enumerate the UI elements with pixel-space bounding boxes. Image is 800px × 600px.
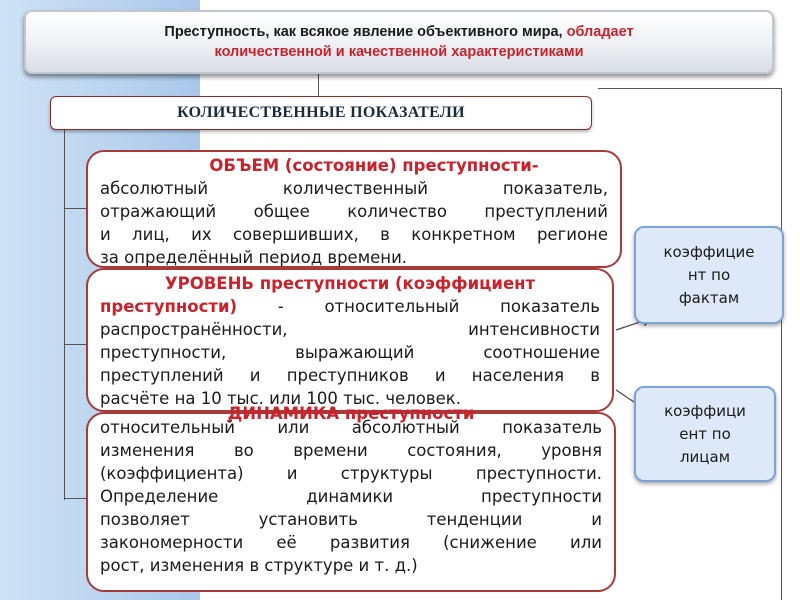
level-line: расчёте на 10 тыс. или 100 тыс. человек. <box>100 389 461 408</box>
side-line: ент по <box>679 424 731 443</box>
section-header: КОЛИЧЕСТВЕННЫЕ ПОКАЗАТЕЛИ <box>50 96 592 130</box>
volume-line: абсолютный количественный показатель, <box>100 179 608 198</box>
level-line: преступлений и преступников и населения в <box>100 366 600 385</box>
title-line-2: количественной и качественной характеристиками <box>214 44 584 60</box>
dynamics-line: Определение динамики преступности <box>100 487 602 506</box>
side-line: фактам <box>678 288 740 307</box>
side-line: нт по <box>687 265 731 284</box>
dynamics-line: изменения во времени состояния, уровня <box>100 441 602 460</box>
dynamics-line: (коэффициента) и структуры преступности. <box>100 464 602 483</box>
level-line: распространённости, интенсивности <box>100 320 600 339</box>
volume-line: отражающий общее количество преступлений <box>100 202 608 221</box>
level-term: УРОВЕНЬ преступности (коэффициент <box>164 274 536 293</box>
side-line: лицам <box>679 447 731 466</box>
title-part-2: обладает <box>566 24 634 40</box>
volume-line: и лиц, их совершивших, в конкретном регионе <box>100 225 608 244</box>
title-part-1: Преступность, как всякое явление объективного мира, <box>164 24 563 40</box>
volume-line: за определённый период времени. <box>100 248 408 267</box>
side-line: коэффици <box>664 401 746 420</box>
dynamics-term: ДИНАМИКА преступности <box>227 404 475 423</box>
dynamics-line: позволяет установить тенденции и <box>100 510 602 529</box>
side-line: коэффицие <box>663 242 755 261</box>
level-term-cont: преступности) <box>100 297 238 316</box>
dynamics-line: относительный или абсолютный показатель <box>100 418 602 437</box>
volume-term: ОБЪЕМ (состояние) преступности- <box>209 156 539 175</box>
dynamics-line: закономерности её развития (снижение или <box>100 533 602 552</box>
level-line: преступности, выражающий соотношение <box>100 343 600 362</box>
coefficient-by-persons-box <box>634 386 776 482</box>
coefficient-by-facts-box <box>634 226 784 324</box>
level-line-rest: - относительный показатель <box>237 297 600 316</box>
dynamics-line: рост, изменения в структуре и т. д.) <box>100 556 418 575</box>
